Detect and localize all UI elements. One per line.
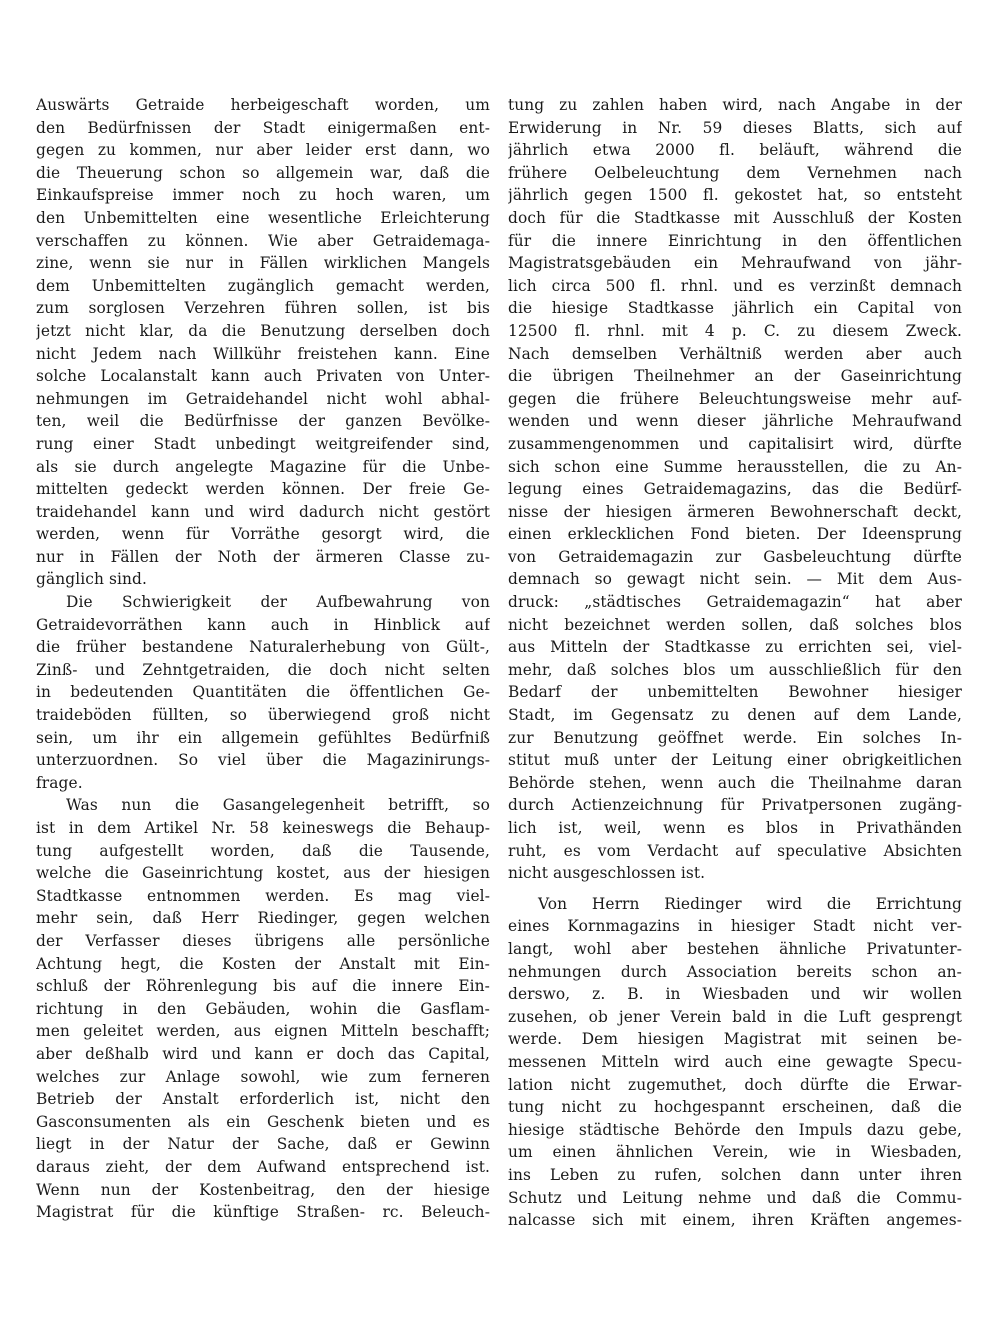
left-column-text-line: Zinß- und Zehntgetraiden, die doch nicht selten: [36, 660, 490, 679]
left-column-text-line: verschaffen zu können. Wie aber Getraidemaga-: [36, 231, 490, 250]
left-column-text-line: Die Schwierigkeit der Aufbewahrung von: [66, 593, 490, 612]
right-column-text-line: nicht bezeichnet werden sollen, daß solches blos: [508, 615, 962, 634]
left-column-text-line: traideböden füllten, so überwiegend groß nicht: [36, 706, 490, 725]
right-column-text-line: stitut muß unter der Leitung einer obrigkeitlichen: [508, 751, 962, 770]
right-column-text-line: jährlich gegen 1500 fl. gekostet hat, so entsteht: [508, 186, 962, 205]
right-column-text-line: ins Leben zu rufen, solchen dann unter ihren: [508, 1165, 962, 1184]
left-column-text-line: als sie durch angelegte Magazine für die Unbe-: [36, 457, 490, 476]
right-column-text-line: gegen die frühere Beleuchtungsweise mehr auf-: [508, 389, 962, 408]
right-column-text-line: mehr, daß solches blos um ausschließlich für den: [508, 660, 962, 679]
left-column-text-line: welche die Gaseinrichtung kostet, aus der hiesigen: [36, 864, 490, 883]
left-column-text-line: zum sorglosen Verzehren führen sollen, ist bis: [36, 299, 490, 318]
right-column-text-line: wenden und wenn dieser jährliche Mehraufwand: [508, 412, 962, 431]
left-column-text-line: traidehandel kann und wird dadurch nicht gestört: [36, 502, 490, 521]
left-column-text-line: dem Unbemittelten zugänglich gemacht werden,: [36, 276, 490, 295]
left-column-text-line: Gasconsumenten als ein Geschenk bieten und es: [36, 1112, 490, 1131]
left-column-text-line: welches zur Anlage sowohl, wie zum ferneren: [36, 1067, 490, 1086]
right-column-text-line: nehmungen durch Association bereits schon an-: [508, 962, 962, 981]
right-column-text-line: einen erklecklichen Fond bieten. Der Ideensprung: [508, 525, 962, 544]
right-column-text-line: Erwiderung in Nr. 59 dieses Blatts, sich auf: [508, 118, 962, 137]
right-column-text-line: ruht, es vom Verdacht auf speculative Absichten: [508, 841, 962, 860]
right-column-text-line: zusehen, ob jener Verein bald in die Luft gesprengt: [508, 1007, 962, 1026]
right-column-text-line: tung nicht zu hochgespannt erscheinen, daß die: [508, 1098, 962, 1117]
left-column-text-line: Einkaufspreise immer noch zu hoch waren, um: [36, 186, 490, 205]
right-column-text-line: die übrigen Theilnehmer an der Gaseinrichtung: [508, 367, 962, 386]
right-column-text-line: tung zu zahlen haben wird, nach Angabe in der: [508, 96, 962, 114]
right-column-text-line: um einen ähnlichen Verein, wie in Wiesbaden,: [508, 1143, 962, 1162]
left-column-text-line: mittelten gedeckt werden können. Der freie Ge-: [36, 480, 490, 499]
left-column-text-line: den Unbemittelten eine wesentliche Erleichterung: [36, 208, 490, 227]
right-column-text-line: Bedarf der unbemittelten Bewohner hiesiger: [508, 683, 962, 702]
left-column-text-line: tung aufgestellt worden, daß die Tausende,: [36, 841, 490, 860]
right-column-text-line: druck: „städtisches Getraidemagazin“ hat aber: [508, 593, 962, 612]
right-column-text-line: lich circa 500 fl. rhnl. und es verzinßt demnach: [508, 276, 962, 295]
right-column-text-line: nicht ausgeschlossen ist.: [508, 864, 706, 883]
right-column-text-line: messenen Mitteln wird auch eine gewagte Specu-: [508, 1052, 962, 1071]
right-column-text-line: durch Actienzeichnung für Privatpersonen zugäng-: [508, 796, 962, 815]
left-column-text-line: nicht Jedem nach Willkühr freistehen kann. Eine: [36, 344, 490, 363]
right-column-text-line: hiesige städtische Behörde den Impuls dazu gebe,: [508, 1120, 962, 1139]
left-column-text-line: mehr sein, daß Herr Riedinger, gegen welchen: [36, 909, 490, 928]
left-column-text-line: liegt in der Natur der Sache, daß er Gewinn: [36, 1135, 490, 1154]
right-column-text-line: zur Benutzung geöffnet werde. Ein solches In-: [508, 728, 962, 747]
right-column-text-line: zusammengenommen und capitalisirt wird, dürfte: [508, 434, 962, 453]
left-column-text-line: nur in Fällen der Noth der ärmeren Classe zu-: [36, 547, 490, 566]
left-column-text-line: solche Localanstalt kann auch Privaten von Unter-: [36, 367, 490, 386]
left-column-text-line: sein, um ihr ein allgemein gefühltes Bedürfniß: [36, 728, 490, 747]
right-column-text-line: eines Kornmagazins in hiesiger Stadt nicht ver-: [508, 917, 962, 936]
left-column-text-line: Getraidevorräthen kann auch in Hinblick auf: [36, 615, 490, 634]
left-column-text-line: schluß der Röhrenlegung bis auf die innere Ein-: [36, 977, 490, 996]
left-column-text-line: werden, wenn für Vorräthe gesorgt wird, die: [36, 525, 490, 544]
left-column-text-line: nehmungen im Getraidehandel nicht wohl abhal-: [36, 389, 490, 408]
right-column-text-line: frühere Oelbeleuchtung dem Vernehmen nach: [508, 163, 962, 182]
right-column-text-line: die hiesige Stadtkasse jährlich ein Capital von: [508, 299, 962, 318]
left-column-text-line: daraus zieht, der dem Aufwand entsprechend ist.: [36, 1157, 490, 1176]
left-column-text-line: Stadtkasse entnommen werden. Es mag viel-: [36, 886, 490, 905]
left-column-text-line: gänglich sind.: [36, 570, 147, 589]
right-column-text-line: Von Herrn Riedinger wird die Errichtung: [538, 894, 962, 913]
right-column-text-line: jährlich etwa 2000 fl. beläuft, während die: [508, 141, 962, 160]
right-column-text-line: für die innere Einrichtung in den öffentlichen: [508, 231, 962, 250]
right-column-text-line: sich schon eine Summe herausstellen, die zu An-: [508, 457, 962, 476]
left-column-text-line: in bedeutenden Quantitäten die öffentlichen Ge-: [36, 683, 490, 702]
right-column-text-line: lich ist, weil, wenn es blos in Privathänden: [508, 819, 962, 837]
right-column-text-line: 12500 fl. rhnl. mit 4 p. C. zu diesem Zweck.: [508, 321, 962, 340]
right-column-text-line: aus Mitteln der Stadtkasse zu errichten sei, viel-: [508, 638, 962, 657]
right-column-text-line: werde. Dem hiesigen Magistrat mit seinen be-: [508, 1030, 962, 1049]
right-column-text-line: Schutz und Leitung nehme und daß die Commu-: [508, 1188, 962, 1207]
left-column-text-line: Betrieb der Anstalt erforderlich ist, nicht den: [36, 1090, 490, 1109]
left-column-text-line: gegen zu kommen, nur aber leider erst dann, wo: [36, 141, 490, 160]
right-column-text-line: lation nicht zugemuthet, doch dürfte die Erwar-: [508, 1075, 962, 1094]
right-column-text-line: Nach demselben Verhältniß werden aber auch: [508, 344, 962, 363]
left-column-text-line: Achtung hegt, die Kosten der Anstalt mit Ein-: [36, 954, 490, 973]
left-column-text-line: die früher bestandene Naturalerhebung von Gült-,: [36, 638, 490, 657]
right-column-text-line: von Getraidemagazin zur Gasbeleuchtung dürfte: [508, 547, 962, 566]
left-column-text-line: den Bedürfnissen der Stadt einigermaßen ent-: [36, 118, 490, 137]
left-column-text-line: jetzt nicht klar, da die Benutzung derselben doch: [36, 321, 490, 340]
right-column-text-line: demnach so gewagt nicht sein. — Mit dem Aus-: [508, 570, 962, 589]
left-column-text-line: der Verfasser dieses übrigens alle persönliche: [36, 931, 490, 950]
left-column-text-line: unterzuordnen. So viel über die Magazinirungs-: [36, 751, 490, 770]
left-column-text-line: die Theuerung schon so allgemein war, daß die: [36, 163, 490, 182]
right-column-text-line: doch für die Stadtkasse mit Ausschluß der Kosten: [508, 208, 962, 227]
right-column-text-line: legung eines Getraidemagazins, das die Bedürf-: [508, 480, 962, 499]
left-column-text-line: Magistrat für die künftige Straßen- rc. Beleuch-: [36, 1203, 490, 1222]
left-column-text-line: ist in dem Artikel Nr. 58 keineswegs die Behaup-: [36, 819, 490, 837]
right-column-text-line: Magistratsgebäuden ein Mehraufwand von jähr-: [508, 254, 962, 273]
right-column-text-line: nisse der hiesigen ärmeren Bewohnerschaft deckt,: [508, 502, 962, 521]
left-column-text-line: men geleitet werden, aus eignen Mitteln beschafft;: [36, 1022, 490, 1041]
right-column-text-line: Behörde stehen, wenn auch die Theilnahme daran: [508, 773, 962, 792]
right-column: [508, 94, 962, 1232]
right-column-text-line: langt, wohl aber bestehen ähnliche Privatunter-: [508, 939, 962, 958]
left-column-text-line: Was nun die Gasangelegenheit betrifft, so: [66, 796, 490, 815]
right-column-text-line: derswo, z. B. in Wiesbaden und wir wollen: [508, 985, 962, 1004]
left-column-text-line: Wenn nun der Kostenbeitrag, den der hiesige: [36, 1180, 490, 1199]
right-column-text-line: Stadt, im Gegensatz zu denen auf dem Lande,: [508, 706, 962, 725]
left-column: [36, 94, 490, 1224]
left-column-text-line: frage.: [36, 773, 83, 792]
left-column-text-line: Auswärts Getraide herbeigeschaft worden, um: [36, 96, 490, 114]
left-column-text-line: ten, weil die Bedürfnisse der ganzen Bevölke-: [36, 412, 490, 431]
left-column-text-line: richtung in den Gebäuden, wohin die Gasflam-: [36, 999, 490, 1018]
left-column-text-line: rung einer Stadt unbedingt weitgreifender sind,: [36, 434, 490, 453]
left-column-text-line: zine, wenn sie nur in Fällen wirklichen Mangels: [36, 254, 490, 273]
right-column-text-line: nalcasse sich mit einem, ihren Kräften angemes-: [508, 1211, 962, 1230]
left-column-text-line: aber deßhalb wird und kann er doch das Capital,: [36, 1044, 490, 1063]
